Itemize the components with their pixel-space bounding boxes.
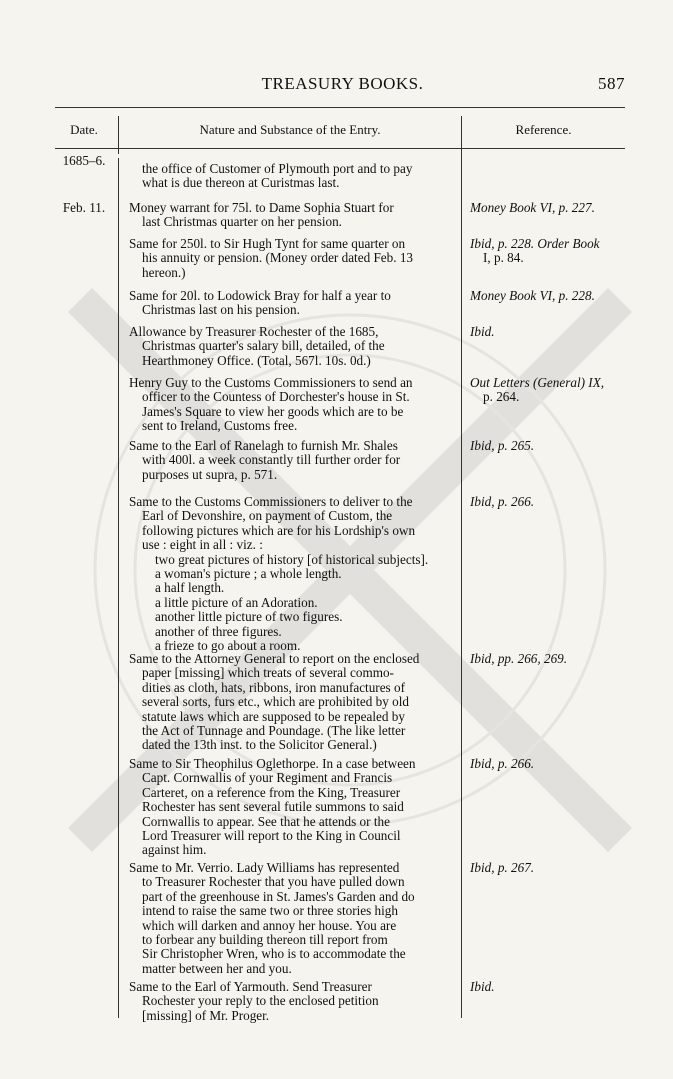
entry-line: officer to the Countess of Dorchester's house in St. [142, 389, 410, 405]
entry-line: Earl of Devonshire, on payment of Custom, the [142, 508, 393, 524]
entry-text [129, 980, 457, 1023]
entry-reference [470, 495, 628, 509]
entry-line: the Act of Tunnage and Poundage. (The like letter [142, 723, 406, 739]
list-item: two great pictures of history [of historical subjects]. [155, 551, 429, 567]
reference-line: Ibid, pp. 266, 269. [470, 651, 568, 666]
list-item: a frieze to go about a room. [155, 638, 301, 654]
entry-line: Christmas quarter's salary bill, detailed, of the [142, 338, 385, 354]
list-item: a half length. [155, 580, 225, 596]
reference-line: I, p. 84. [483, 250, 524, 266]
entry-text [129, 237, 457, 280]
entry-line: Same to Sir Theophilus Oglethorpe. In a case between [129, 756, 416, 771]
entry-text [129, 495, 457, 653]
entry-reference [470, 325, 628, 339]
entry-line: to forbear any building thereon till report from [142, 932, 388, 948]
reference-line: Ibid. [470, 324, 495, 339]
column-head-date: Date. [70, 122, 98, 137]
entry-reference [470, 652, 628, 666]
entry-text [129, 289, 457, 318]
entry-line: sent to Ireland, Customs free. [142, 418, 298, 434]
entry-text [129, 861, 457, 976]
entry-line: statute laws which are supposed to be repealed by [142, 708, 405, 724]
page-number: 587 [598, 74, 625, 93]
column-head-reference: Reference. [515, 122, 572, 137]
entry-text [129, 439, 457, 482]
entry-line: the office of Customer of Plymouth port and to pay [142, 161, 413, 176]
entry-line: use : eight in all : viz. : [142, 537, 263, 553]
entry-reference [470, 861, 628, 875]
entry-reference [470, 201, 628, 215]
entry-line: paper [missing] which treats of several commo- [142, 665, 394, 681]
page-header [60, 74, 625, 98]
entry-line: Same to the Customs Commissioners to deliver to the [129, 494, 413, 509]
entry-line: what is due thereon at Curistmas last. [142, 175, 340, 191]
column-rule-right [461, 116, 462, 1018]
entry-reference [470, 289, 628, 303]
entry-line: Capt. Cornwallis of your Regiment and Francis [142, 770, 393, 786]
entry-reference [470, 757, 628, 771]
entry-text [129, 325, 457, 368]
entry-line: against him. [142, 842, 207, 858]
entry-reference [470, 980, 628, 994]
entry-line: intend to raise the same two or three stories high [142, 903, 398, 919]
list-item: another little picture of two figures. [155, 609, 343, 625]
top-rule [55, 107, 625, 108]
reference-line: p. 264. [483, 389, 520, 405]
entry-line: following pictures which are for his Lordship's own [142, 522, 416, 538]
reference-line: Out Letters (General) IX, [470, 375, 605, 390]
entry-line: Henry Guy to the Customs Commissioners to send an [129, 375, 413, 390]
list-item: a woman's picture ; a whole length. [155, 566, 342, 582]
running-title: TREASURY BOOKS. [261, 74, 424, 93]
entry-line: Same to the Attorney General to report on the enclosed [129, 651, 420, 666]
entry-line: Same for 250l. to Sir Hugh Tynt for same quarter on [129, 236, 406, 251]
column-rule-left [118, 158, 119, 1018]
reference-line: Money Book VI, p. 227. [470, 200, 595, 215]
entry-line: Same to the Earl of Ranelagh to furnish Mr. Shales [129, 438, 398, 453]
entry-text [129, 376, 457, 434]
entry-line: [missing] of Mr. Proger. [142, 1007, 270, 1023]
entry-line: Cornwallis to appear. See that he attends or the [142, 813, 390, 829]
entry-line: Christmas last on his pension. [142, 302, 300, 318]
entry-line: purposes ut supra, p. 571. [142, 466, 278, 482]
entry-date: Feb. 11. [62, 200, 106, 215]
entry-line: Rochester your reply to the enclosed petition [142, 993, 379, 1009]
reference-line: Ibid, p. 266. [470, 756, 535, 771]
entry-text [129, 757, 457, 858]
entry-line: last Christmas quarter on her pension. [142, 214, 342, 230]
entry-line: Allowance by Treasurer Rochester of the 1685, [129, 324, 379, 339]
entry-text [129, 162, 457, 191]
column-head-nature: Nature and Substance of the Entry. [199, 122, 381, 137]
reference-line: Ibid. [470, 979, 495, 994]
entry-line: Hearthmoney Office. (Total, 567l. 10s. 0d.) [142, 352, 371, 368]
list-item: another of three figures. [155, 623, 282, 639]
entry-line: hereon.) [142, 264, 186, 280]
header-rule [55, 148, 625, 149]
entry-reference [470, 376, 628, 405]
entry-line: his annuity or pension. (Money order dated Feb. 13 [142, 250, 414, 266]
entry-line: Same for 20l. to Lodowick Bray for half a year to [129, 288, 391, 303]
entry-line: with 400l. a week constantly till further order for [142, 452, 401, 468]
entry-text [129, 652, 457, 753]
entry-line: to Treasurer Rochester that you have pulled down [142, 874, 405, 890]
entry-reference [470, 439, 628, 453]
entry-line: dities as cloth, hats, ribbons, iron manufactures of [142, 679, 405, 695]
column-rule-left-head [118, 116, 119, 154]
entry-line: matter between her and you. [142, 960, 292, 976]
entry-line: Lord Treasurer will report to the King in Council [142, 828, 401, 844]
entry-line: Same to the Earl of Yarmouth. Send Treasurer [129, 979, 372, 994]
reference-line: Ibid, p. 265. [470, 438, 535, 453]
entry-line: James's Square to view her goods which are to be [142, 403, 404, 419]
entry-line: several sorts, furs etc., which are prohibited by old [142, 694, 409, 710]
entry-line: dated the 13th inst. to the Solicitor General.) [142, 737, 377, 753]
entry-date: 1685–6. [62, 153, 106, 168]
entry-line: part of the greenhouse in St. James's Garden and do [142, 888, 415, 904]
entry-reference [470, 237, 628, 266]
entry-line: Rochester has sent several futile summons to said [142, 799, 404, 815]
entry-line: Money warrant for 75l. to Dame Sophia Stuart for [129, 200, 394, 215]
reference-line: Ibid, p. 267. [470, 860, 535, 875]
entry-line: which will darken and annoy her house. You are [142, 917, 397, 933]
entry-text [129, 201, 457, 230]
list-item: a little picture of an Adoration. [155, 594, 318, 610]
reference-line: Money Book VI, p. 228. [470, 288, 595, 303]
entry-line: Same to Mr. Verrio. Lady Williams has represented [129, 860, 400, 875]
reference-line: Ibid, p. 266. [470, 494, 535, 509]
entry-line: Sir Christopher Wren, who is to accommodate the [142, 946, 406, 962]
entry-line: Carteret, on a reference from the King, Treasurer [142, 784, 401, 800]
reference-line: Ibid, p. 228. Order Book [470, 236, 600, 251]
